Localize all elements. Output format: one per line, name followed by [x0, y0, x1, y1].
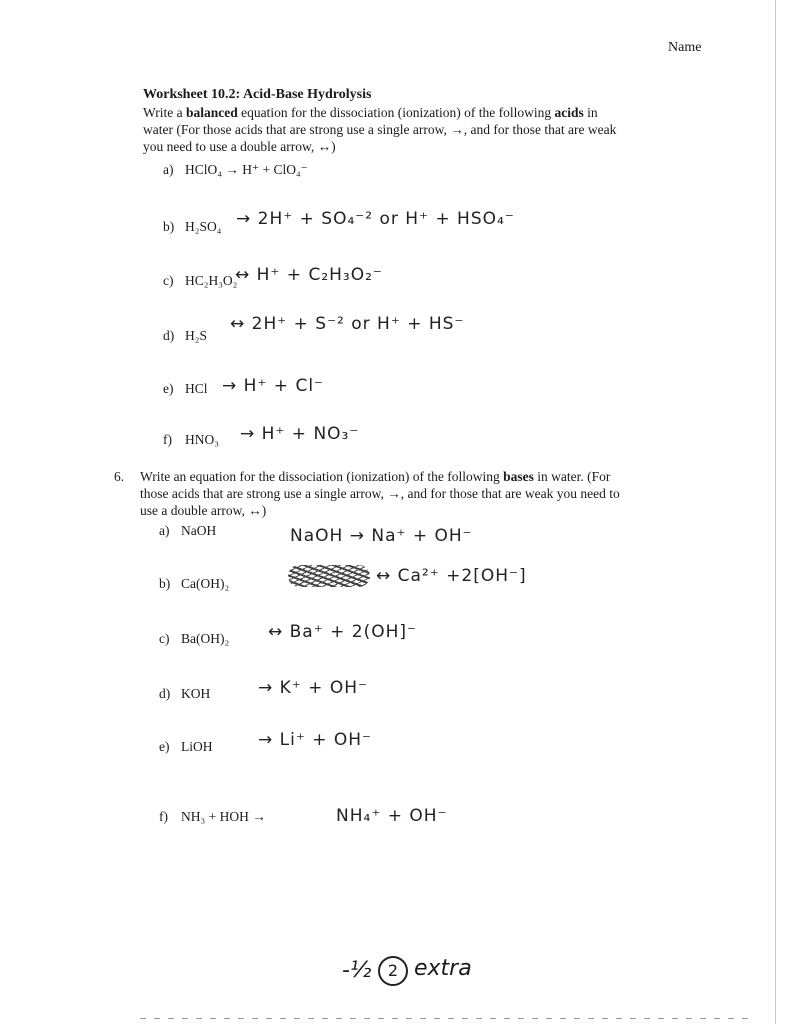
item-label: b) — [159, 576, 171, 591]
base-item-a — [159, 523, 216, 539]
acid-answer-d: ↔ 2H⁺ + S⁻² or H⁺ + HS⁻ — [230, 314, 465, 334]
item-label: e) — [159, 739, 170, 754]
item-label: f) — [163, 432, 172, 447]
acid-instructions-line3: you need to use a double arrow, ↔) — [143, 139, 336, 154]
base-answer-f: NH₄⁺ + OH⁻ — [336, 806, 448, 826]
extra-note: extra — [414, 956, 472, 981]
base-answer-b: ↔ Ca²⁺ +2[OH⁻] — [376, 566, 527, 586]
base-item-c — [159, 631, 229, 647]
acid-instructions-line1: Write a balanced equation for the dissociation (ionization) of the following acids in — [143, 105, 598, 120]
item-formula: Ba(OH)₂ — [181, 631, 230, 646]
base-instructions-line3: use a double arrow, ↔) — [140, 503, 267, 518]
item-label: c) — [159, 631, 170, 646]
base-answer-e: → Li⁺ + OH⁻ — [258, 730, 373, 750]
base-instructions-line2: those acids that are strong use a single arrow, →, and for those that are weak you need to — [140, 486, 620, 501]
worksheet-title: Worksheet 10.2: Acid-Base Hydrolysis — [143, 87, 372, 102]
acid-instructions-line2: water (For those acids that are strong use a single arrow, →, and for those that are weak — [143, 122, 617, 137]
item-formula: H₂S — [185, 328, 207, 343]
score-mark: -½ — [342, 958, 372, 983]
item-label: a) — [163, 162, 174, 177]
acid-item-c — [163, 273, 237, 289]
base-item-f — [159, 809, 266, 825]
item-formula: NaOH — [181, 523, 217, 538]
item-formula: NH₃ + HOH → — [181, 809, 266, 824]
item-formula: HClO₄ → H⁺ + ClO₄⁻ — [185, 162, 308, 177]
item-formula: Ca(OH)₂ — [181, 576, 230, 591]
item-label: c) — [163, 273, 174, 288]
bottom-scan-artifact — [140, 1018, 750, 1019]
acid-item-a — [163, 162, 308, 178]
item-formula: H₂SO₄ — [185, 219, 222, 234]
circled-score: 2 — [378, 956, 408, 986]
item-label: e) — [163, 381, 174, 396]
acid-item-d — [163, 328, 207, 344]
base-answer-c: ↔ Ba⁺ + 2(OH]⁻ — [268, 622, 417, 642]
page-edge-line — [775, 0, 776, 1024]
item-label: a) — [159, 523, 170, 538]
acid-answer-c: ↔ H⁺ + C₂H₃O₂⁻ — [235, 265, 383, 285]
item-label: f) — [159, 809, 168, 824]
name-label: Name — [668, 40, 702, 55]
item-label: d) — [159, 686, 171, 701]
crossed-out-scribble — [288, 565, 370, 587]
acid-answer-f: → H⁺ + NO₃⁻ — [240, 424, 360, 444]
base-item-b — [159, 576, 229, 592]
item-formula: HC₂H₃O₂ — [185, 273, 238, 288]
item-formula: HNO₃ — [185, 432, 219, 447]
acid-answer-e: → H⁺ + Cl⁻ — [222, 376, 325, 396]
acid-item-f — [163, 432, 219, 448]
item-formula: KOH — [181, 686, 211, 701]
item-label: b) — [163, 219, 175, 234]
item-formula: LiOH — [181, 739, 213, 754]
acid-item-e — [163, 381, 208, 397]
question-6-number: 6. — [114, 469, 125, 484]
acid-answer-b: → 2H⁺ + SO₄⁻² or H⁺ + HSO₄⁻ — [236, 209, 515, 229]
base-answer-d: → K⁺ + OH⁻ — [258, 678, 368, 698]
item-formula: HCl — [185, 381, 208, 396]
base-item-e — [159, 739, 213, 755]
item-label: d) — [163, 328, 175, 343]
base-item-d — [159, 686, 210, 702]
base-answer-a: NaOH → Na⁺ + OH⁻ — [290, 526, 473, 546]
acid-item-b — [163, 219, 221, 235]
base-instructions-line1: Write an equation for the dissociation (ionization) of the following bases in water. (For — [140, 469, 611, 484]
